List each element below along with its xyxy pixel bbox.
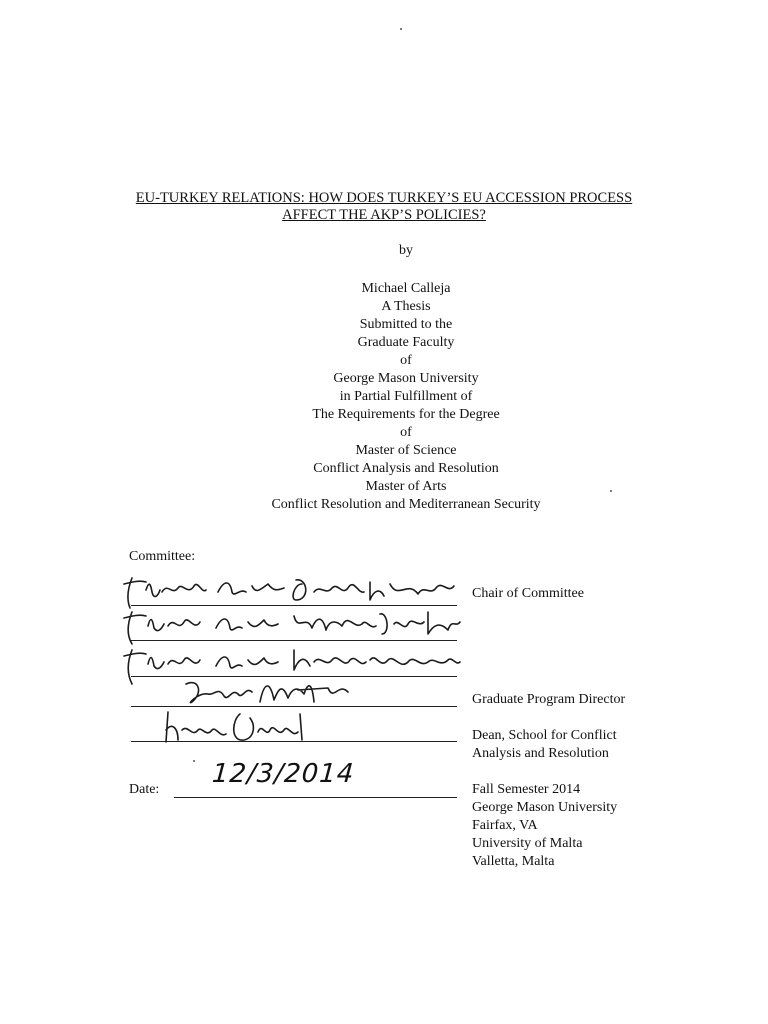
- signature-line-5: [131, 741, 457, 742]
- signature-1-text: Jli Duad for Derek Catterbeck: [268, 559, 437, 574]
- byline: by: [399, 243, 413, 258]
- signature-5: [160, 708, 320, 748]
- degree-ma: Master of Arts: [365, 479, 447, 494]
- university-line: George Mason University: [333, 371, 479, 386]
- submitted-line: Submitted to the: [359, 317, 453, 332]
- gmu-line: George Mason University: [472, 800, 618, 815]
- signature-line-4: [131, 706, 457, 707]
- thesis-label: A Thesis: [381, 299, 431, 314]
- thesis-title-line-2: AFFECT THE AKP’S POLICIES?: [282, 207, 486, 223]
- committee-heading: Committee:: [129, 549, 196, 564]
- signature-4: [178, 672, 358, 710]
- thesis-title-line-1: EU-TURKEY RELATIONS: HOW DOES TURKEY’S EU ACCESSION PROCESS: [135, 190, 633, 206]
- date-handwritten: 12/3/2014: [211, 759, 356, 789]
- scan-speck: [400, 28, 402, 30]
- degree-ma-field: Conflict Resolution and Mediterranean Security: [271, 497, 541, 512]
- degree-ms-field: Conflict Analysis and Resolution: [313, 461, 499, 476]
- date-line: [174, 797, 457, 798]
- author-name: Michael Calleja: [361, 281, 451, 296]
- dean-role-line-1: Dean, School for Conflict: [472, 728, 617, 743]
- program-director-role: Graduate Program Director: [472, 692, 626, 707]
- signature-2-text: Jli Duad for Monika Wohlfeld: [268, 593, 437, 608]
- fulfillment-line: in Partial Fulfillment of: [339, 389, 473, 404]
- of-line-2: of: [400, 425, 412, 440]
- date-label: Date:: [129, 782, 160, 797]
- valletta-line: Valletta, Malta: [472, 854, 555, 869]
- degree-ms: Master of Science: [355, 443, 457, 458]
- scan-speck: [193, 760, 195, 762]
- requirements-line: The Requirements for the Degree: [312, 407, 500, 422]
- malta-university-line: University of Malta: [472, 836, 583, 851]
- signature-3-text: Jli Duad for Karyna Kerrazelivic: [268, 629, 453, 644]
- scan-speck: [610, 490, 612, 492]
- of-line-1: of: [400, 353, 412, 368]
- chair-role: Chair of Committee: [472, 586, 584, 601]
- fairfax-line: Fairfax, VA: [472, 818, 538, 833]
- dean-role-line-2: Analysis and Resolution: [472, 746, 609, 761]
- semester-line: Fall Semester 2014: [472, 782, 581, 797]
- faculty-line: Graduate Faculty: [357, 335, 455, 350]
